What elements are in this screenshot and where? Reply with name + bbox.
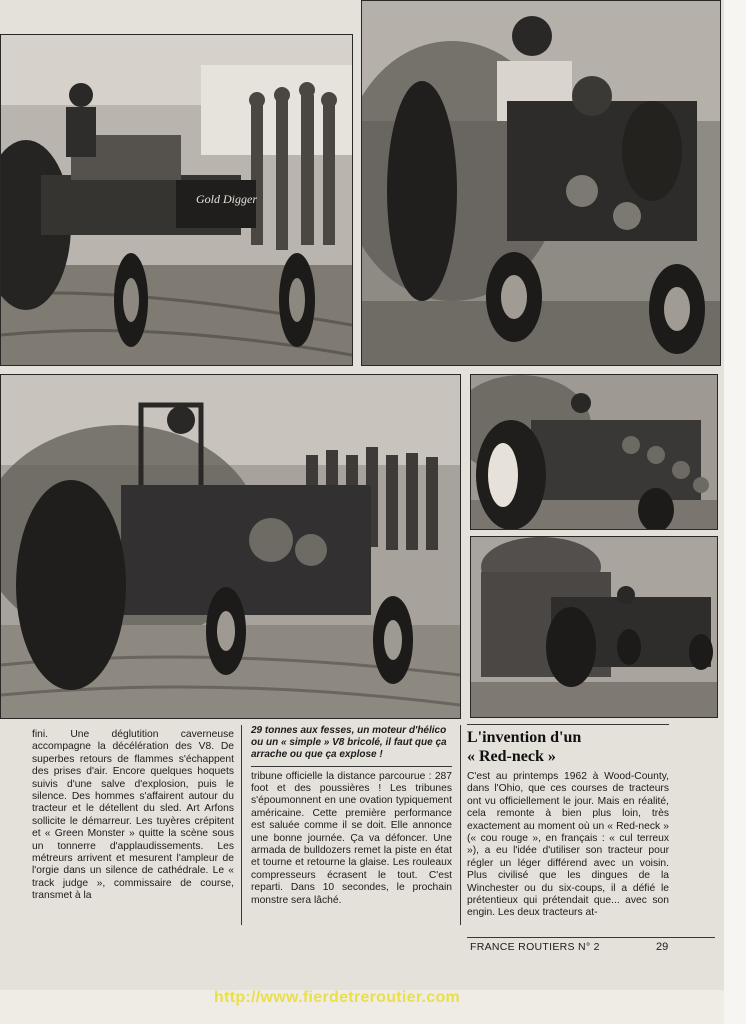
article-text-col3: C'est au printemps 1962 à Wood-County, dans l'Ohio, que ces courses de tracteurs ont vu officiellement le jour. Mais en réalité, cela remonte à bien plus loin, très exactement au moment où un « Red-neck » (« cou rouge », en français : « cul terreux »), a eu l'idée d'utiliser son tracteur pour régler un léger différend avec un voisin. Plus civilisé que les dingues de la Winchester ou du six-coups, il a défié le prétentieux qui prétendait que... avec son engin. Les deux tracteurs at- — [467, 771, 669, 919]
tractor-photo-smoke — [362, 1, 720, 365]
footer-rule — [467, 937, 715, 938]
photo-top-left — [0, 34, 353, 366]
photo-bottom-right — [470, 536, 718, 718]
page-edge-strip — [724, 0, 746, 1024]
article-column-2 — [251, 725, 452, 907]
footer-magazine-title: FRANCE ROUTIERS N° 2 — [470, 941, 600, 953]
gold-digger-label: Gold Digger — [196, 192, 257, 206]
tractor-photo-exhausts — [471, 375, 717, 529]
photo-top-right — [361, 0, 721, 366]
photo-middle-left — [0, 374, 461, 719]
tractor-photo-sled — [471, 537, 717, 717]
caption-rule — [251, 766, 452, 767]
tractor-photo-crowd — [1, 375, 460, 718]
tractor-photo-gold-digger — [1, 35, 352, 365]
section-heading — [467, 728, 669, 766]
article-column-3 — [467, 728, 669, 920]
article-column-1 — [32, 729, 234, 903]
watermark-url[interactable]: http://www.fierdetreroutier.com — [214, 989, 461, 1006]
article-text-col1: fini. Une déglutition caverneuse accompagne la décélération des V8. De superbes retours de flammes s'échappent des prises d'air. Encore quelques hoquets suivis d'une salve d'explosion, puis le silence. Des hommes s'affairent autour du tracteur et le détellent du sled. Art Arfons sollicite le démarreur. Les tuyères crépitent et « Green Monster » quitte la scène sous un tonnerre d'applaudissements. Les métreurs arrivent et mesurent l'ampleur de l'orgie dans un silence de cathédrale. Le « track judge », commissaire de course, transmet à la — [32, 729, 234, 902]
article-text-col2: tribune officielle la distance parcourue : 287 foot et des poussières ! Les tribunes s'époumonnent en une ovation typiquement américaine. Cette première performance est saluée comme il se doit. Elle annonce une bonne journée. Ça va défoncer. Une armada de bulldozers remet la piste en état et tourne et retourne la glaise. Les rouleaux compresseurs écrasent le tout. C'est reparti. Dans 10 secondes, le prochain monstre sera lâché. — [251, 770, 452, 906]
footer-page-number: 29 — [656, 941, 669, 953]
photo-middle-right — [470, 374, 718, 530]
photo-caption: 29 tonnes aux fesses, un moteur d'hélico ou un « simple » V8 bricolé, il faut que ça arrache ou que ça explose ! — [251, 725, 447, 761]
heading-rule — [467, 724, 669, 725]
column-divider-2 — [460, 725, 461, 925]
section-heading-line1: L'invention d'un — [467, 729, 582, 746]
column-divider-1 — [241, 725, 242, 925]
section-heading-line2: « Red-neck » — [467, 748, 556, 765]
